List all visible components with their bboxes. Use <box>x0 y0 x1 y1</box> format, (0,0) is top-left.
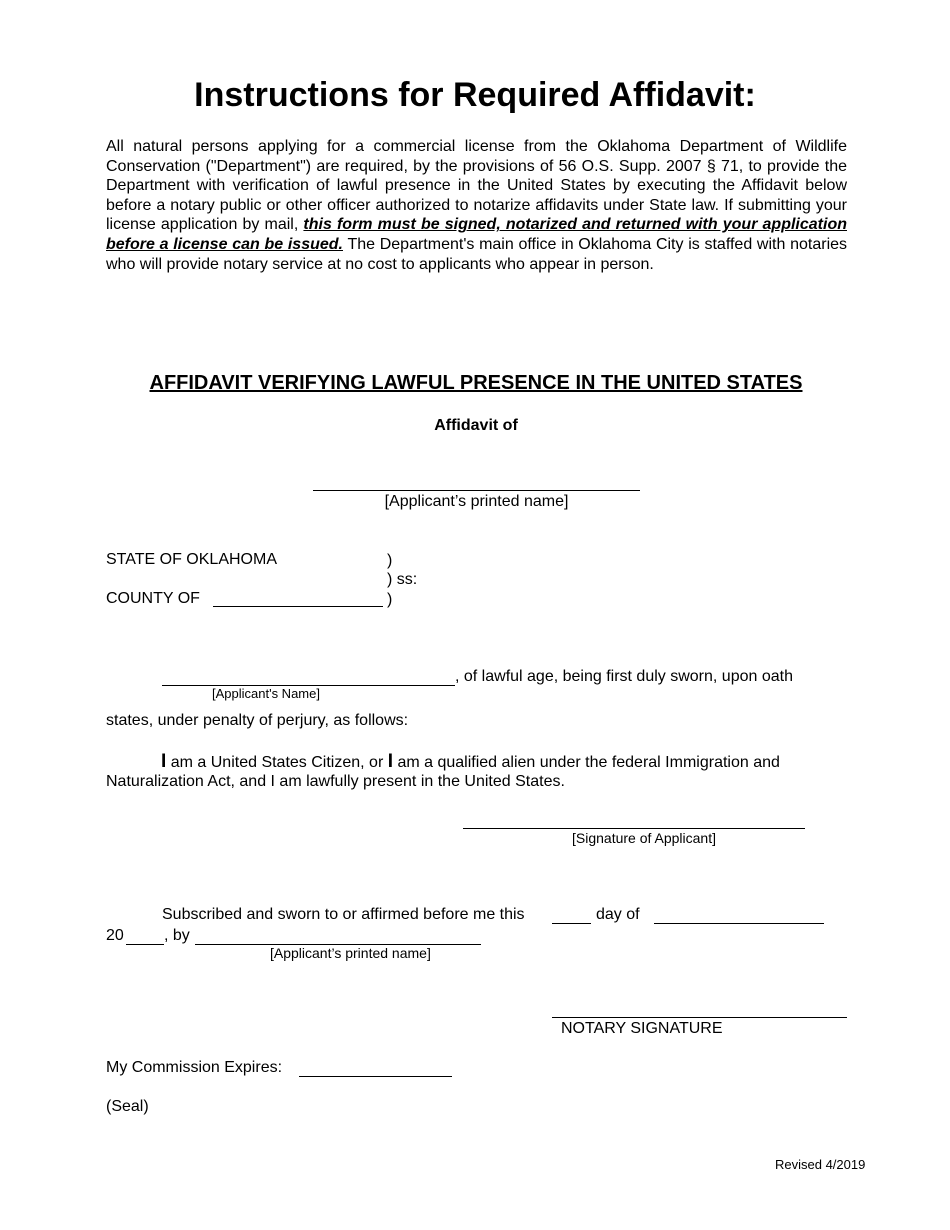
jurat-year-prefix: 20 <box>106 927 124 944</box>
signature-caption: [Signature of Applicant] <box>572 830 716 846</box>
applicant-printed-name-caption: [Applicant’s printed name] <box>384 493 569 510</box>
venue-ss: ) ss: <box>387 571 418 588</box>
year-line[interactable] <box>126 944 164 945</box>
venue-paren-3: ) <box>387 591 393 608</box>
intro-text-1: All natural persons applying for a commercial license from the Oklahoma Department of Wildlife Conservation ("Department") are required, by the provisions of 56 O.S. Supp. 2007 § 71, to provide the Department with verification of lawful presence in the United States by executing the Affidavit below before a notary public or other officer authorized to notarize affidavits under State law. If submitting your license application by mail, <box>106 138 847 234</box>
jurat-name-caption: [Applicant’s printed name] <box>270 945 431 961</box>
state-label: STATE OF OKLAHOMA <box>106 551 277 568</box>
applicant-signature-line[interactable] <box>463 828 805 829</box>
applicant-printed-name-line[interactable] <box>313 490 640 491</box>
jurat-day-of: day of <box>596 906 640 923</box>
states-line: states, under penalty of perjury, as follows: <box>106 712 409 729</box>
applicant-name-caption: [Applicant's Name] <box>212 686 320 701</box>
intro-emphasis: this form must be signed, notarized and returned with your application before a license can be issued. <box>106 216 847 253</box>
notary-signature-label: NOTARY SIGNATURE <box>561 1020 723 1037</box>
instructions-paragraph <box>106 137 847 274</box>
affidavit-of-label: Affidavit of <box>434 417 518 434</box>
month-line[interactable] <box>654 923 824 924</box>
venue-paren-1: ) <box>387 552 393 569</box>
statement-line-1: I am a United States Citizen, or I am a qualified alien under the federal Immigration and <box>161 751 780 772</box>
day-line[interactable] <box>552 923 591 924</box>
page-title: Instructions for Required Affidavit: <box>194 76 756 114</box>
county-line[interactable] <box>213 606 383 607</box>
statement-line-2: Naturalization Act, and I am lawfully present in the United States. <box>106 773 565 790</box>
jurat-text-1: Subscribed and sworn to or affirmed before me this <box>162 906 525 923</box>
county-label: COUNTY OF <box>106 590 200 607</box>
seal-label: (Seal) <box>106 1098 149 1115</box>
affidavit-heading: AFFIDAVIT VERIFYING LAWFUL PRESENCE IN THE UNITED STATES <box>149 372 803 394</box>
intro-text-2: The Department's main office in Oklahoma City is staffed with notaries who will provide notary service at no cost to applicants who appear in person. <box>106 235 848 273</box>
oath-text: , of lawful age, being first duly sworn, upon oath <box>455 668 793 685</box>
commission-line[interactable] <box>299 1076 452 1077</box>
notary-signature-line[interactable] <box>552 1017 847 1018</box>
commission-label: My Commission Expires: <box>106 1059 283 1076</box>
revised-date: Revised 4/2019 <box>775 1157 866 1172</box>
jurat-by: , by <box>164 927 190 944</box>
